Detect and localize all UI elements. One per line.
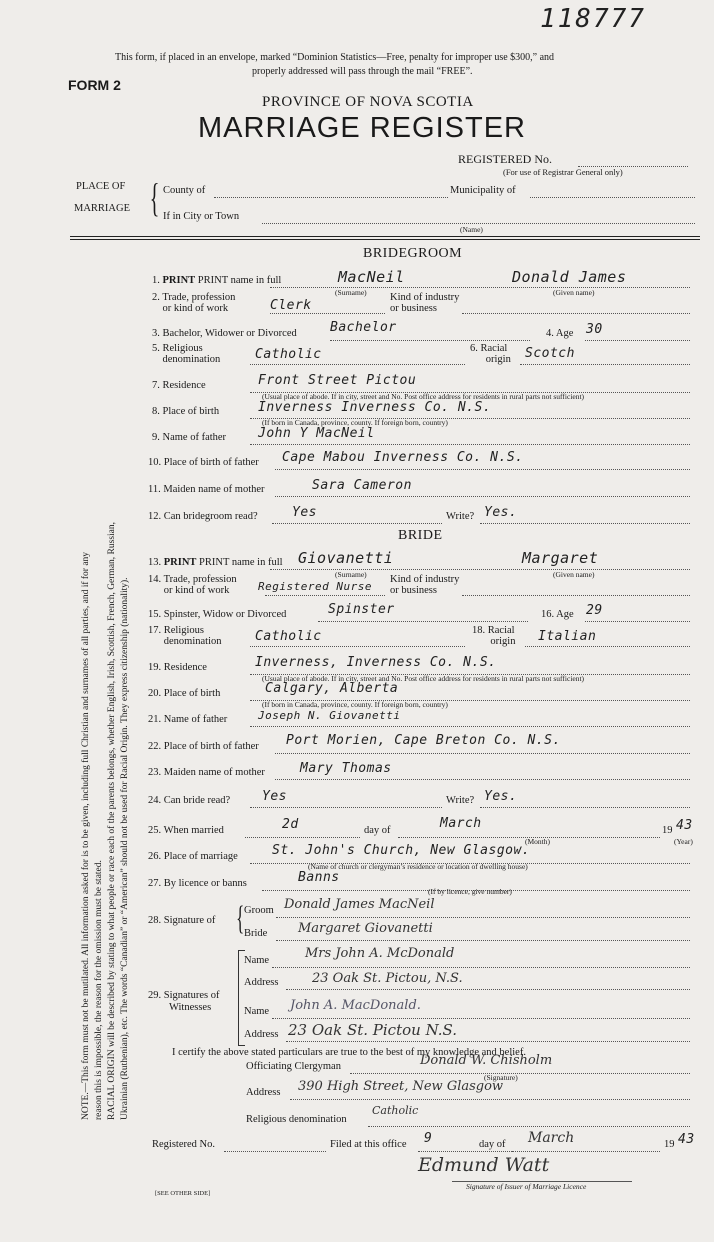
mail-notice-line-2: properly addressed will pass through the mail “FREE”.: [252, 66, 473, 77]
issuer-signature: Edmund Watt: [418, 1154, 550, 1176]
groom-signature: Donald James MacNeil: [284, 897, 435, 912]
city-field[interactable]: [262, 223, 695, 224]
groom-read: Yes: [292, 505, 317, 520]
groom-signature-field[interactable]: [276, 917, 690, 918]
bride-religion-field[interactable]: [250, 646, 465, 647]
bride-industry-label: Kind of industry or business: [390, 574, 460, 596]
bride-mother-label: 23. Maiden name of mother: [148, 767, 265, 778]
witness1-address-label: Address: [244, 977, 279, 988]
witness1-address: 23 Oak St. Pictou, N.S.: [312, 971, 463, 986]
divider: [70, 239, 700, 240]
day-of-label: day of: [364, 825, 391, 836]
residence-note: (Usual place of abode. If in city, street and No. Post office address for residents in rural parts not sufficient): [262, 392, 585, 401]
witness2-address-label: Address: [244, 1029, 279, 1040]
province-heading: PROVINCE OF NOVA SCOTIA: [262, 94, 474, 110]
witness2-name: John A. MacDonald.: [290, 998, 421, 1013]
licence-note: (If by licence, give number): [428, 887, 512, 896]
bride-father-pob: Port Morien, Cape Breton Co. N.S.: [286, 733, 561, 748]
groom-father-pob-label: 10. Place of birth of father: [148, 457, 259, 468]
bride-age-label: 16. Age: [541, 609, 574, 620]
groom-surname: MacNeil: [338, 268, 405, 286]
witness1-name-label: Name: [244, 955, 270, 966]
groom-religion-field[interactable]: [250, 364, 465, 365]
groom-industry-label: Kind of industry or business: [390, 292, 460, 314]
bride-residence: Inverness, Inverness Co. N.S.: [255, 655, 497, 670]
filed-day-of-label: day of: [479, 1139, 506, 1150]
groom-trade: Clerk: [270, 298, 312, 313]
signature-of-label: 28. Signature of: [148, 915, 216, 926]
bride-pob: Calgary, Alberta: [265, 681, 399, 696]
bride-read-field[interactable]: [250, 807, 442, 808]
groom-father-field[interactable]: [250, 444, 690, 445]
marriage-place: St. John's Church, New Glasgow.: [272, 843, 531, 858]
groom-status-field[interactable]: [330, 340, 530, 341]
municipality-field[interactable]: [530, 197, 695, 198]
groom-age-label: 4. Age: [546, 328, 574, 339]
clergyman-address-field[interactable]: [290, 1099, 690, 1100]
groom-racial-label: 6. Racial origin: [470, 343, 511, 365]
filed-day: 9: [424, 1131, 433, 1146]
side-note-line-1: NOTE.—This form must not be mutilated. All information asked for is to be given, including full Christian and surnames of all parties, and if for any: [81, 551, 91, 1120]
bride-mother-field[interactable]: [275, 779, 690, 780]
see-other-side: [SEE OTHER SIDE]: [155, 1190, 211, 1197]
side-note-line-3: RACIAL ORIGIN will be described by stating to what people or race each of the parents belongs, whether English, Irish, Scottish, French, German, Russian,: [107, 521, 117, 1120]
bride-religion-label: 17. Religious denomination: [148, 625, 222, 647]
clergyman-denomination: Catholic: [372, 1104, 419, 1117]
groom-status-label: 3. Bachelor, Widower or Divorced: [152, 328, 297, 339]
bride-status-field[interactable]: [318, 621, 528, 622]
married-year-prefix: 19: [662, 825, 673, 836]
witness2-address-field[interactable]: [286, 1041, 690, 1042]
bride-racial-field[interactable]: [525, 646, 690, 647]
clergyman-field[interactable]: [350, 1073, 690, 1074]
marriage-place-label: 26. Place of marriage: [148, 851, 238, 862]
city-label: If in City or Town: [163, 211, 240, 222]
clergyman-address-label: Address: [246, 1087, 281, 1098]
year-caption: (Year): [674, 837, 693, 846]
groom-age: 30: [586, 322, 603, 337]
groom-age-field[interactable]: [585, 340, 690, 341]
filed-month: March: [528, 1130, 575, 1146]
groom-name-field[interactable]: [270, 287, 690, 288]
issuer-caption: Signature of Issuer of Marriage Licence: [466, 1182, 587, 1191]
bride-write-label: Write?: [446, 795, 475, 806]
bride-father-field[interactable]: [250, 726, 690, 727]
side-note-line-2: reason this is impossible, the reason for the omission must be stated.: [94, 860, 104, 1120]
municipality-label: Municipality of: [450, 185, 516, 196]
married-month: March: [440, 816, 482, 831]
witness2-name-label: Name: [244, 1006, 270, 1017]
witness1-name: Mrs John A. McDonald: [305, 946, 455, 961]
groom-religion: Catholic: [255, 347, 322, 362]
side-note: [80, 522, 132, 1120]
groom-read-label: 12. Can bridegroom read?: [148, 511, 258, 522]
side-note-line-4: Ukrainian (Ruthenian), etc. The words “Canadian” or “American” should not be used for Racial Origin. They express citizenship (nationality).: [120, 577, 130, 1120]
bride-father: Joseph N. Giovanetti: [258, 709, 401, 722]
licence-label: 27. By licence or banns: [148, 878, 247, 889]
brace-icon: {: [236, 900, 245, 937]
residence-note: (Usual place of abode. If in city, street and No. Post office address for residents in rural parts not sufficient): [262, 674, 585, 683]
groom-print-label: 1. PRINT PRINT name in full: [152, 275, 282, 286]
bride-signature: Margaret Giovanetti: [298, 921, 433, 936]
county-label: County of: [163, 185, 206, 196]
groom-trade-field[interactable]: [270, 313, 385, 314]
surname-caption: (Surname): [335, 288, 367, 297]
groom-status: Bachelor: [330, 320, 397, 335]
bride-status-label: 15. Spinster, Widow or Divorced: [148, 609, 287, 620]
clergyman-signature: Donald W. Chisholm: [420, 1053, 553, 1068]
when-married-label: 25. When married: [148, 825, 224, 836]
bride-status: Spinster: [328, 602, 395, 617]
bride-industry-field[interactable]: [462, 595, 690, 596]
married-day-field[interactable]: [245, 837, 360, 838]
married-day: 2d: [282, 817, 299, 832]
pob-note: (If born in Canada, province, county. If foreign born, country): [262, 418, 448, 427]
bride-given-name: Margaret: [522, 549, 599, 567]
bride-signature-label: Bride: [244, 928, 268, 939]
clergyman-denomination-label: Religious denomination: [246, 1114, 347, 1125]
bride-signature-field[interactable]: [276, 940, 690, 941]
bride-father-pob-field[interactable]: [275, 753, 690, 754]
witness2-name-field[interactable]: [272, 1018, 690, 1019]
filed-month-field[interactable]: [512, 1151, 660, 1152]
groom-residence: Front Street Pictou: [258, 373, 417, 388]
groom-mother: Sara Cameron: [312, 478, 412, 493]
bride-mother: Mary Thomas: [300, 761, 392, 776]
bride-religion: Catholic: [255, 629, 322, 644]
clergyman-address: 390 High Street, New Glasgow: [298, 1079, 504, 1094]
place-of-label: PLACE OF: [76, 181, 126, 192]
bride-father-pob-label: 22. Place of birth of father: [148, 741, 259, 752]
bride-father-label: 21. Name of father: [148, 714, 228, 725]
witness1-address-field[interactable]: [286, 989, 690, 990]
given-name-caption: (Given name): [553, 288, 595, 297]
groom-racial-field[interactable]: [520, 364, 690, 365]
surname-caption: (Surname): [335, 570, 367, 579]
bride-residence-label: 19. Residence: [148, 662, 207, 673]
groom-pob: Inverness Inverness Co. N.S.: [258, 400, 492, 415]
bride-age: 29: [586, 603, 603, 618]
bride-trade-label: 14. Trade, profession or kind of work: [148, 574, 237, 596]
groom-given-name: Donald James: [512, 268, 627, 286]
filed-year-prefix: 19: [664, 1139, 675, 1150]
filed-label: Filed at this office: [330, 1139, 407, 1150]
bride-print-label: 13. PRINT PRINT name in full: [148, 557, 283, 568]
bride-write: Yes.: [484, 789, 518, 804]
groom-pob-label: 8. Place of birth: [152, 406, 220, 417]
registered-no-label: REGISTERED No.: [458, 152, 552, 166]
month-caption: (Month): [525, 837, 550, 846]
county-field[interactable]: [214, 197, 448, 198]
marriage-label: MARRIAGE: [74, 203, 131, 214]
groom-read-field[interactable]: [272, 523, 442, 524]
groom-father-pob-field[interactable]: [275, 469, 690, 470]
filed-day-field[interactable]: [418, 1151, 518, 1152]
certify-statement: I certify the above stated particulars are true to the best of my knowledge and belief.: [172, 1047, 526, 1058]
bride-surname: Giovanetti: [298, 549, 394, 567]
bride-racial: Italian: [538, 629, 597, 644]
bride-name-field[interactable]: [270, 569, 690, 570]
church-note: (Name of church or clergyman’s residence or location of dwelling house): [308, 862, 528, 871]
bridegroom-heading: BRIDEGROOM: [363, 246, 463, 261]
groom-write: Yes.: [484, 505, 518, 520]
bride-read-label: 24. Can bride read?: [148, 795, 231, 806]
page-title: MARRIAGE REGISTER: [198, 112, 526, 144]
groom-father-pob: Cape Mabou Inverness Co. N.S.: [282, 450, 524, 465]
groom-industry-field[interactable]: [462, 313, 690, 314]
groom-father-label: 9. Name of father: [152, 432, 227, 443]
name-caption: (Name): [460, 225, 483, 234]
bride-racial-label: 18. Racial origin: [472, 625, 516, 647]
groom-mother-field[interactable]: [275, 496, 690, 497]
groom-write-field[interactable]: [480, 523, 690, 524]
licence-value: Banns: [298, 870, 340, 885]
registered-no-footer-label: Registered No.: [152, 1139, 215, 1150]
groom-trade-label: 2. Trade, profession or kind of work: [152, 292, 236, 314]
given-name-caption: (Given name): [553, 570, 595, 579]
groom-write-label: Write?: [446, 511, 475, 522]
witnesses-label: 29. Signatures of Witnesses: [148, 990, 220, 1013]
groom-residence-label: 7. Residence: [152, 380, 206, 391]
clergyman-denomination-field[interactable]: [368, 1126, 690, 1127]
witness1-name-field[interactable]: [272, 967, 690, 968]
divider: [70, 236, 700, 237]
bride-read: Yes: [262, 789, 287, 804]
bride-pob-label: 20. Place of birth: [148, 688, 221, 699]
pob-note: (If born in Canada, province, county. If foreign born, country): [262, 700, 448, 709]
brace-icon: {: [149, 175, 160, 220]
signature-caption: (Signature): [484, 1073, 518, 1082]
document-stamp-number: 118777: [540, 4, 646, 34]
groom-mother-label: 11. Maiden name of mother: [148, 484, 265, 495]
registrar-note: (For use of Registrar General only): [503, 167, 623, 177]
bride-trade-field[interactable]: [265, 595, 385, 596]
groom-print-text: PRINT name in full: [197, 275, 282, 286]
officiating-label: Officiating Clergyman: [246, 1061, 341, 1072]
bride-heading: BRIDE: [398, 528, 443, 543]
married-year: 43: [676, 818, 693, 833]
bride-trade: Registered Nurse: [258, 580, 372, 593]
form-label: FORM 2: [68, 77, 121, 93]
filed-year: 43: [678, 1132, 695, 1147]
bride-write-field[interactable]: [480, 807, 690, 808]
bride-age-field[interactable]: [585, 621, 690, 622]
groom-father: John Y MacNeil: [258, 426, 375, 441]
groom-signature-label: Groom: [244, 905, 274, 916]
witness2-address: 23 Oak St. Pictou N.S.: [288, 1021, 458, 1039]
mail-notice-line-1: This form, if placed in an envelope, marked “Dominion Statistics—Free, penalty for improper use $300,” and: [115, 52, 555, 63]
groom-religion-label: 5. Religious denomination: [152, 343, 221, 365]
registered-no-footer-field[interactable]: [224, 1151, 326, 1152]
groom-racial: Scotch: [525, 346, 575, 361]
